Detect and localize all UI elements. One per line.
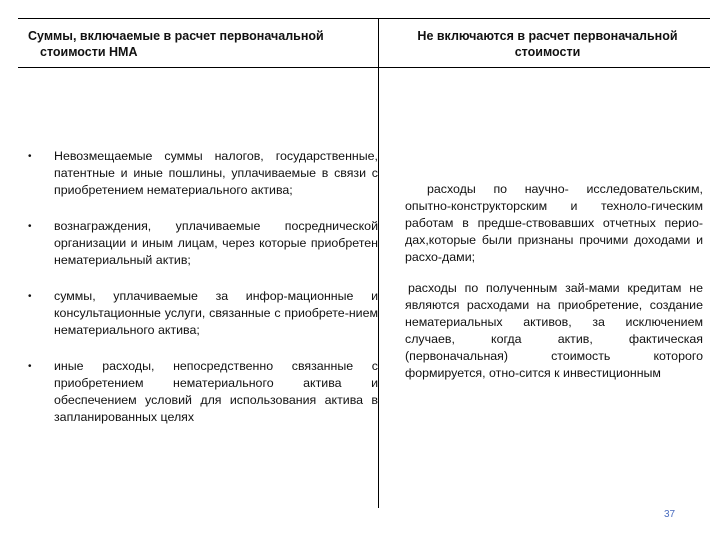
list-item	[28, 358, 378, 426]
bullet-icon: •	[28, 221, 32, 232]
included-costs-list	[28, 148, 378, 426]
list-item	[28, 218, 378, 269]
table-column-divider	[378, 18, 379, 508]
page-number: 37	[664, 509, 676, 520]
bullet-icon: •	[28, 291, 32, 302]
list-item-text: иные расходы, непосредственно связанные с приобретением нематериального актива и обеспечением условий для использования актива в запланированных целях	[54, 359, 378, 424]
header-excluded-line1: Не включаются в расчет первоначальной	[417, 29, 678, 43]
excluded-loan-costs: расходы по полученным зай-мами кредитам не являются расходами на приобретение, создание нематериальных активов, за исключением случаев, когда актив, фактическая (первоначальная) стоимость которого формируется, отно-сится к инвестиционным	[405, 281, 703, 380]
table-header-divider	[18, 67, 710, 68]
bullet-icon: •	[28, 151, 32, 162]
header-included-line1: Суммы, включаемые в расчет первоначальной	[28, 29, 324, 43]
list-item-text: суммы, уплачиваемые за инфор-мационные и консультационные услуги, связанные с приобрете-нием нематериального актива;	[54, 289, 378, 337]
list-item-text: Невозмещаемые суммы налогов, государственные, патентные и иные пошлины, уплачиваемые в связи с приобретением нематериального актива;	[54, 149, 378, 197]
header-included-line2: стоимости НМА	[40, 45, 138, 59]
excluded-rnd-costs: расходы по научно- исследовательским, опытно-конструкторским и техноло-гическим работам в предше-ствовавших отчетных перио-дах,которые были признаны прочими доходами и расхо-дами;	[405, 182, 703, 264]
table-top-border	[18, 18, 710, 19]
header-included-costs	[28, 28, 373, 60]
bullet-icon: •	[28, 361, 32, 372]
list-item	[28, 148, 378, 199]
list-item-text: вознаграждения, уплачиваемые посреднической организации и иным лицам, через которые приобретен нематериальный актив;	[54, 219, 378, 267]
header-excluded-costs	[385, 28, 710, 60]
header-excluded-line2: стоимости	[514, 45, 581, 59]
list-item	[28, 288, 378, 339]
